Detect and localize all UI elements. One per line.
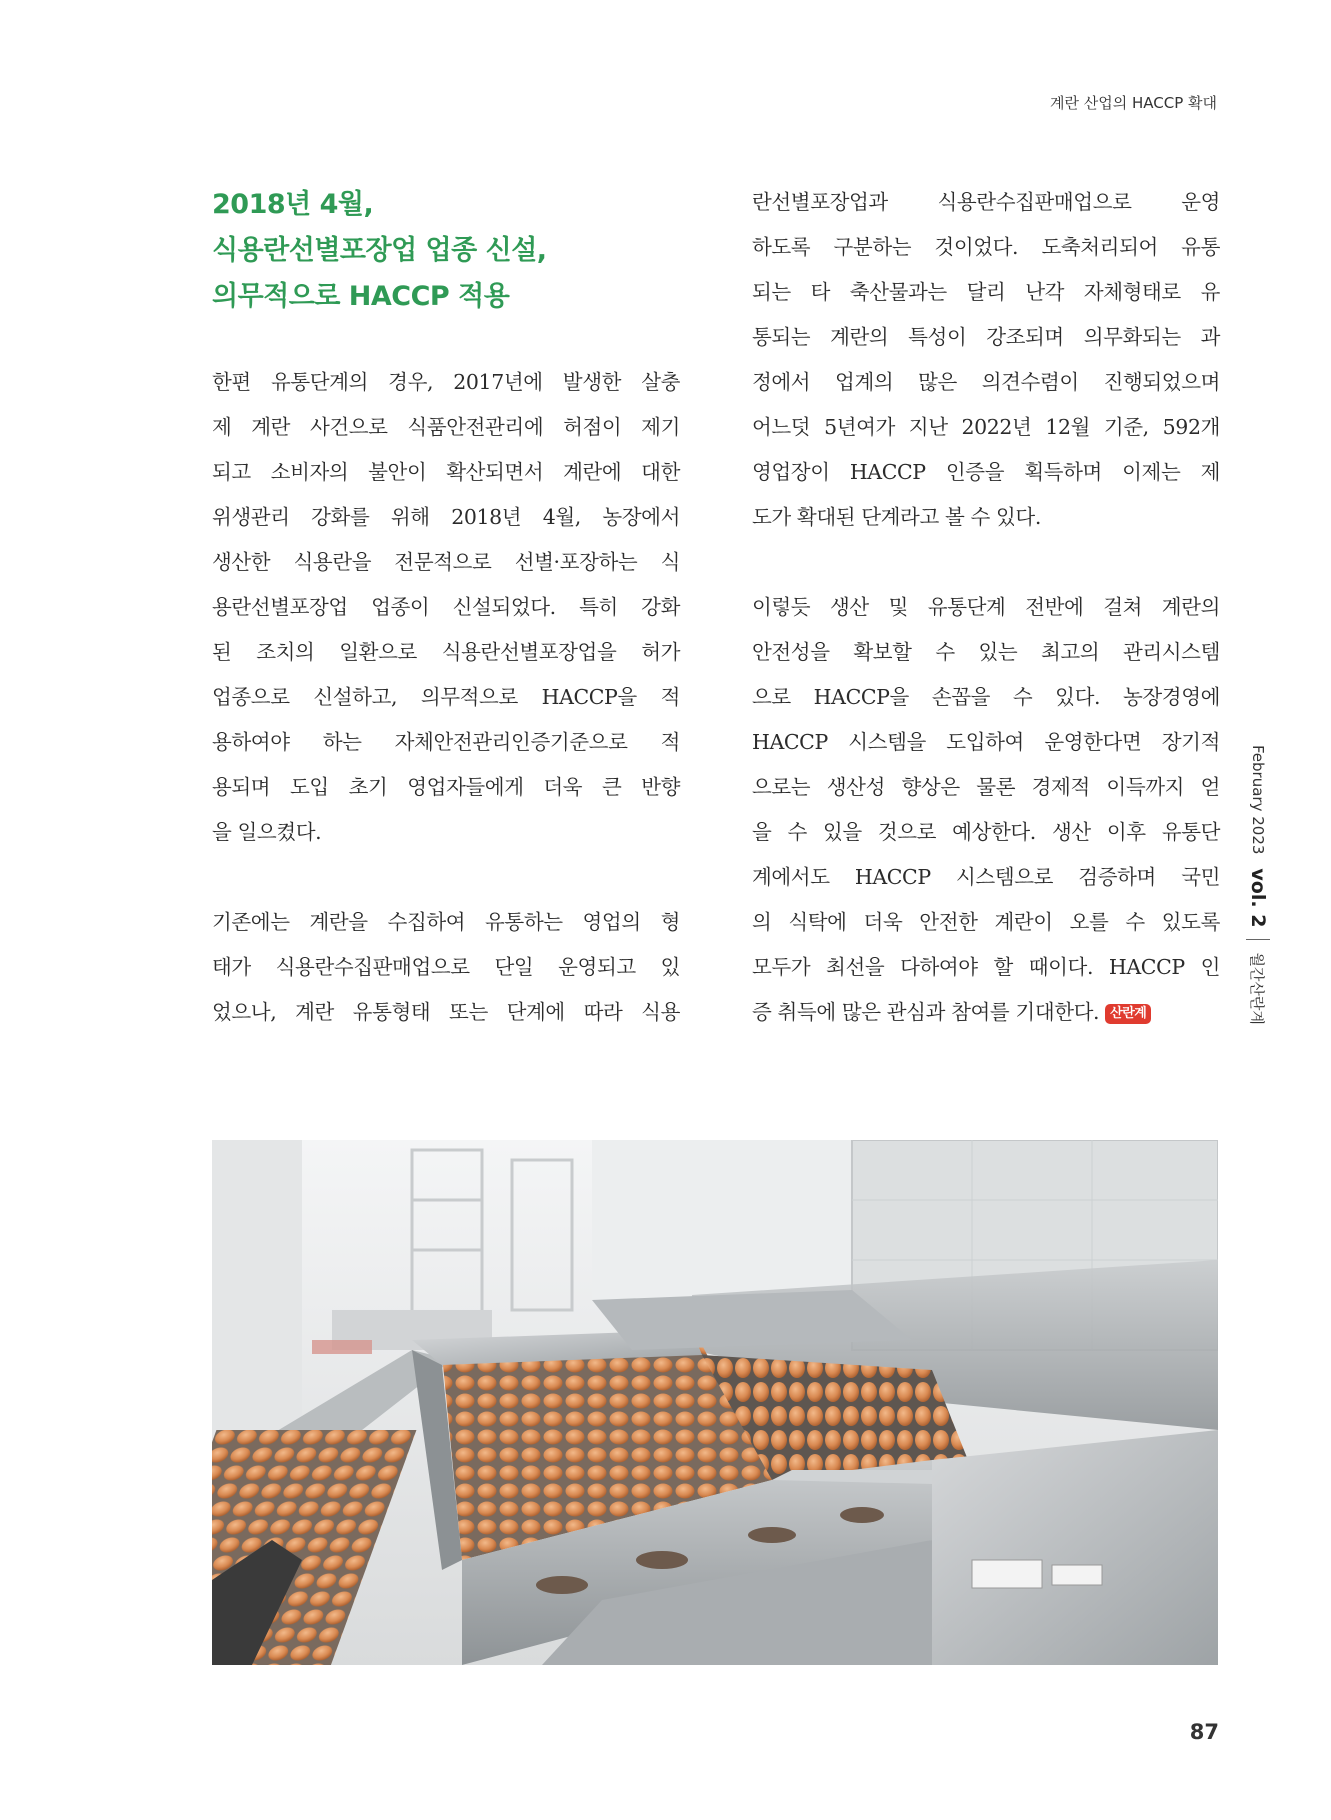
paragraph <box>212 900 680 1035</box>
text-line: 의 식탁에 더욱 안전한 계란이 오를 수 있도록 <box>752 910 1220 934</box>
text-line: 생산한 식용란을 전문적으로 선별·포장하는 식 <box>212 550 680 574</box>
text-line: 기존에는 계란을 수집하여 유통하는 영업의 형 <box>212 910 680 934</box>
issue-date: February 2023 <box>1249 745 1267 855</box>
final-sentence: 증 취득에 많은 관심과 참여를 기대한다. <box>752 1000 1100 1024</box>
text-line: 을 수 있을 것으로 예상한다. 생산 이후 유통단 <box>752 820 1220 844</box>
heading-line: 의무적으로 HACCP 적용 <box>212 281 510 312</box>
text-line: 된 조치의 일환으로 식용란선별포장업을 허가 <box>212 640 680 664</box>
text-line: 용되며 도입 초기 영업자들에게 더욱 큰 반향 <box>212 775 680 799</box>
section-heading <box>212 182 692 320</box>
side-label <box>1246 745 1270 1025</box>
text-line: 업종으로 신설하고, 의무적으로 HACCP을 적 <box>212 685 680 709</box>
photo-illustration <box>212 1140 1218 1665</box>
text-line: 을 일으켰다. <box>212 820 322 844</box>
text-line: 이렇듯 생산 및 유통단계 전반에 걸쳐 계란의 <box>752 595 1220 619</box>
text-line: 으로는 생산성 향상은 물론 경제적 이득까지 얻 <box>752 775 1220 799</box>
text-line: 통되는 계란의 특성이 강조되며 의무화되는 과 <box>752 325 1220 349</box>
text-line: 안전성을 확보할 수 있는 최고의 관리시스템 <box>752 640 1220 664</box>
issue-volume: vol. 2 <box>1247 868 1269 928</box>
text-line: 모두가 최선을 다하여야 할 때이다. HACCP 인 <box>752 955 1220 979</box>
text-line: 어느덧 5년여가 지난 2022년 12월 기준, 592개 <box>752 415 1220 439</box>
text-line: 용란선별포장업 업종이 신설되었다. 특히 강화 <box>212 595 680 619</box>
paragraph <box>752 585 1220 1035</box>
text-line: 되는 타 축산물과는 달리 난각 자체형태로 유 <box>752 280 1220 304</box>
right-column <box>752 180 1220 1080</box>
heading-line: 식용란선별포장업 업종 신설, <box>212 235 547 266</box>
heading-line: 2018년 4월, <box>212 189 374 220</box>
egg-grading-machine-photo <box>212 1140 1218 1665</box>
paragraph <box>752 180 1220 540</box>
text-line: HACCP 시스템을 도입하여 운영한다면 장기적 <box>752 730 1220 754</box>
text-line: 용하여야 하는 자체안전관리인증기준으로 적 <box>212 730 680 754</box>
text-line: 위생관리 강화를 위해 2018년 4월, 농장에서 <box>212 505 680 529</box>
text-line: 하도록 구분하는 것이었다. 도축처리되어 유통 <box>752 235 1220 259</box>
running-header: 계란 산업의 HACCP 확대 <box>1049 94 1217 112</box>
text-line <box>752 990 1220 1035</box>
text-line: 되고 소비자의 불안이 확산되면서 계란에 대한 <box>212 460 680 484</box>
side-divider <box>1246 939 1270 940</box>
left-column <box>212 360 680 1080</box>
page-number: 87 <box>1189 1720 1219 1744</box>
text-line: 정에서 업계의 많은 의견수렴이 진행되었으며 <box>752 370 1220 394</box>
text-line: 태가 식용란수집판매업으로 단일 운영되고 있 <box>212 955 680 979</box>
text-line: 었으나, 계란 유통형태 또는 단계에 따라 식용 <box>212 1000 680 1024</box>
text-line: 한편 유통단계의 경우, 2017년에 발생한 살충 <box>212 370 680 394</box>
text-line: 란선별포장업과 식용란수집판매업으로 운영 <box>752 190 1220 214</box>
text-line: 계에서도 HACCP 시스템으로 검증하며 국민 <box>752 865 1220 889</box>
text-line: 제 계란 사건으로 식품안전관리에 허점이 제기 <box>212 415 680 439</box>
text-line: 으로 HACCP을 손꼽을 수 있다. 농장경영에 <box>752 685 1220 709</box>
paragraph <box>212 360 680 855</box>
text-line: 도가 확대된 단계라고 볼 수 있다. <box>752 505 1041 529</box>
text-line: 영업장이 HACCP 인증을 획득하며 이제는 제 <box>752 460 1220 484</box>
end-mark-badge: 산란계 <box>1105 1004 1151 1024</box>
magazine-name: 월간산란계 <box>1248 952 1267 1025</box>
